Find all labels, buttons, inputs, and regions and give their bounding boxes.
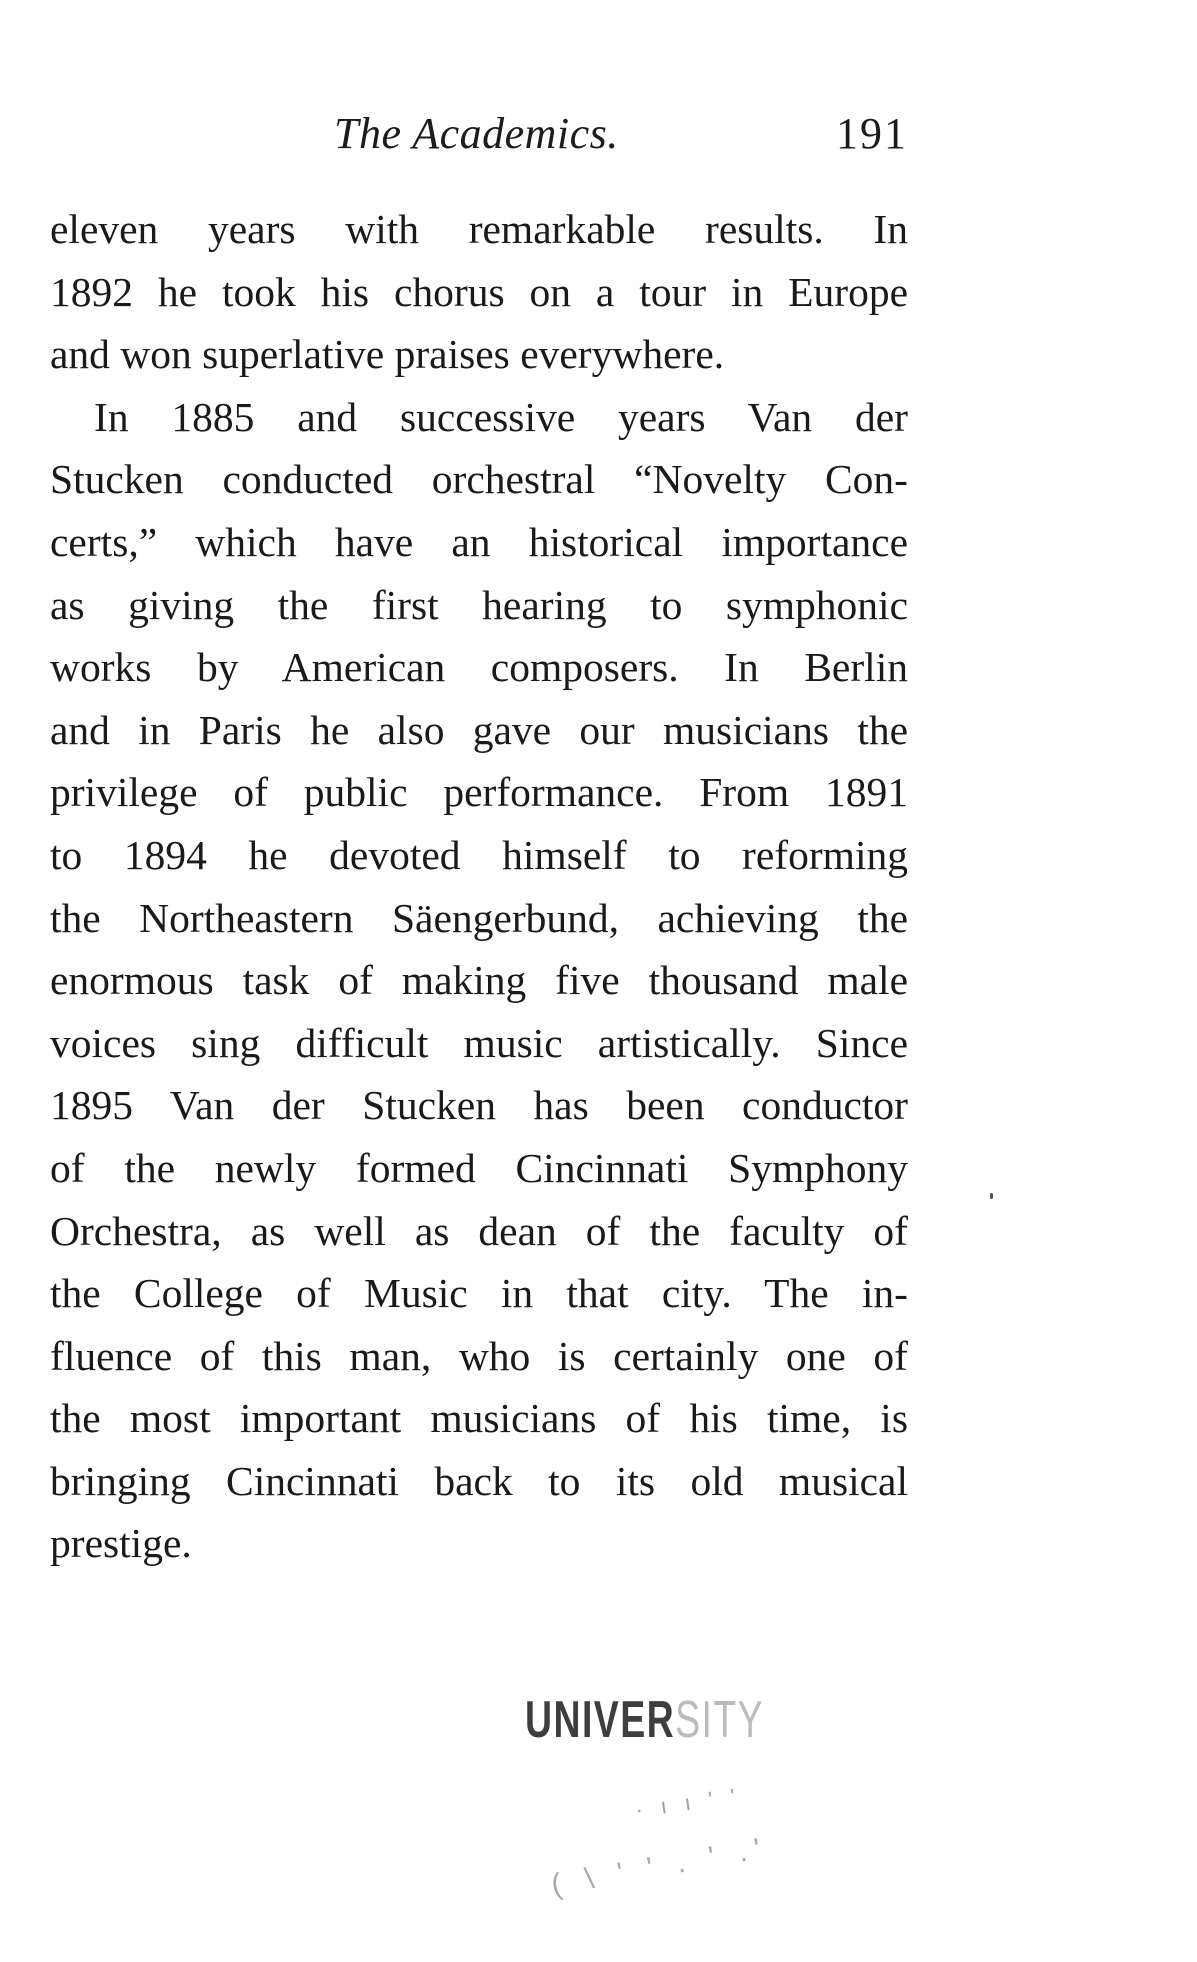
text-line: works by American composers. In Berlin xyxy=(50,644,908,691)
text-line: 1892 he took his chorus on a tour in Europe xyxy=(50,268,908,315)
running-title: The Academics. xyxy=(334,109,619,158)
text-line: Stucken conducted orchestral “Novelty Con- xyxy=(50,456,908,503)
stamp-word-clear: UNIVER xyxy=(525,1691,676,1749)
text-line: bringing Cincinnati back to its old musical xyxy=(50,1457,908,1504)
text-line: 1895 Van der Stucken has been conductor xyxy=(50,1082,908,1129)
body-text xyxy=(50,198,908,1575)
text-line: In 1885 and successive years Van der xyxy=(94,393,908,440)
stamp-word xyxy=(525,1690,764,1750)
text-line: prestige. xyxy=(50,1520,192,1567)
text-line: the Northeastern Säengerbund, achieving the xyxy=(50,894,908,941)
text-line: the most important musicians of his time, is xyxy=(50,1395,908,1442)
library-stamp xyxy=(525,1690,825,1910)
text-line: Orchestra, as well as dean of the faculty of xyxy=(50,1207,908,1254)
stamp-faded-marks-2: ( \ ' ' . ' .' xyxy=(548,1831,772,1902)
text-line: to 1894 he devoted himself to reforming xyxy=(50,831,908,878)
text-line: fluence of this man, who is certainly one of xyxy=(50,1332,908,1379)
stamp-word-faded: SITY xyxy=(675,1691,765,1749)
running-head xyxy=(50,108,908,168)
ink-speck xyxy=(990,1193,993,1199)
text-line: the College of Music in that city. The in- xyxy=(50,1270,908,1317)
text-line: as giving the first hearing to symphonic xyxy=(50,581,908,628)
text-line: voices sing difficult music artistically. Since xyxy=(50,1019,908,1066)
text-line: of the newly formed Cincinnati Symphony xyxy=(50,1144,908,1191)
text-line: privilege of public performance. From 1891 xyxy=(50,769,908,816)
text-line: eleven years with remarkable results. In xyxy=(50,206,908,252)
page-number: 191 xyxy=(836,109,908,158)
text-line: and in Paris he also gave our musicians the xyxy=(50,706,908,753)
stamp-faded-marks: · ı ı ' ' xyxy=(633,1782,743,1823)
text-line: certs,” which have an historical importance xyxy=(50,518,908,565)
text-line: enormous task of making five thousand male xyxy=(50,957,908,1004)
text-line: and won superlative praises everywhere. xyxy=(50,331,725,378)
